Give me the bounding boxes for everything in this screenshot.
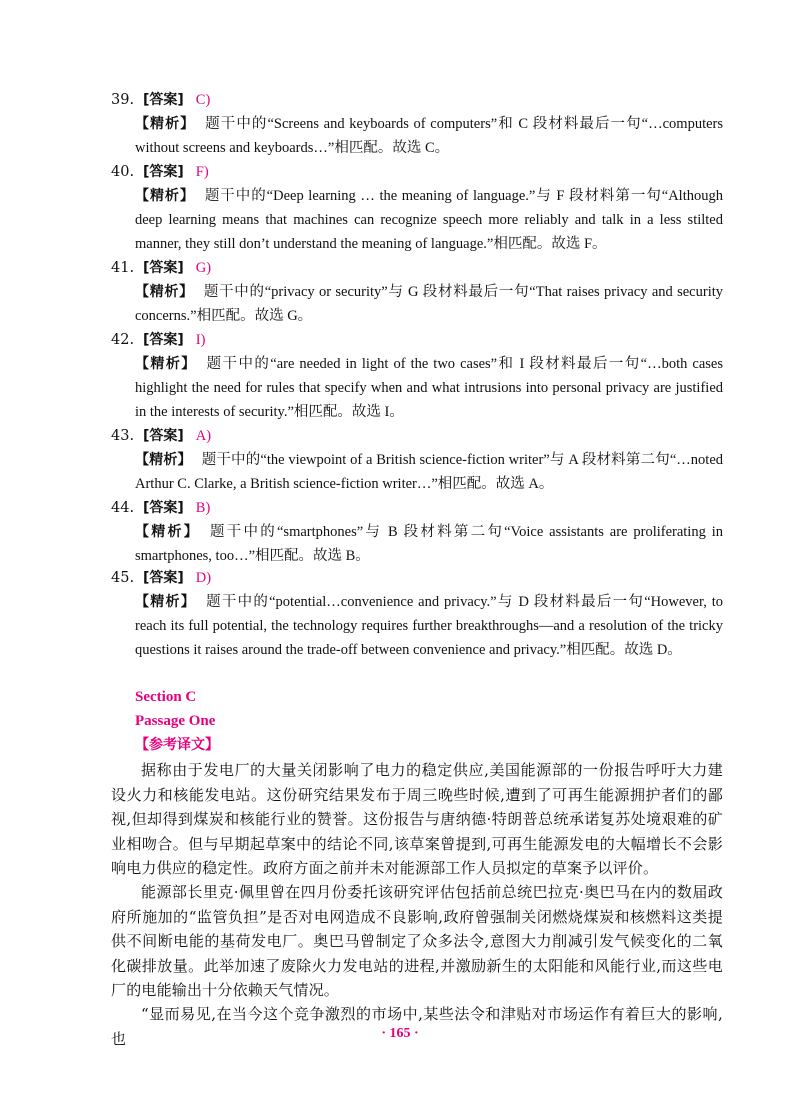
analysis-label: 【精析】 — [135, 524, 200, 540]
answer-item — [111, 256, 723, 328]
answer-item — [111, 328, 723, 424]
analysis-block — [111, 184, 723, 256]
analysis-label: 【精析】 — [135, 594, 197, 610]
answer-label: [答案] — [143, 500, 184, 516]
answer-value: D) — [195, 570, 212, 586]
analysis-block — [111, 520, 723, 568]
translation-label: 【参考译文】 — [135, 737, 219, 753]
analysis-block — [111, 352, 723, 424]
question-number: 43. — [111, 428, 135, 444]
analysis-label: 【精析】 — [135, 284, 194, 300]
answer-label: [答案] — [143, 570, 184, 586]
section-heading: Section C — [135, 689, 197, 705]
answer-value: A) — [195, 428, 212, 444]
passage-heading: Passage One — [135, 713, 216, 729]
question-number: 41. — [111, 260, 135, 276]
analysis-block — [111, 112, 723, 160]
analysis-label: 【精析】 — [135, 452, 192, 468]
answer-value: G) — [195, 260, 212, 276]
answer-item — [111, 566, 723, 662]
answer-item — [111, 424, 723, 496]
analysis-text: 题干中的“Deep learning … the meaning of language.”与 F 段材料第一句“Although deep learning means that machines can recognize speech more reliably and talk in a less stilted manner, they still don’t understand the meaning of language.”相匹配。故选 F。 — [135, 188, 723, 252]
analysis-text: 题干中的“potential…convenience and privacy.”与 D 段材料最后一句“However, to reach its full potential, the technology requires further breakthroughs—and a resolution of the tricky questions it raises around the trade-off between convenience and privacy.”相匹配。故选 D。 — [135, 594, 723, 658]
question-number: 42. — [111, 332, 135, 348]
analysis-text: 题干中的“privacy or security”与 G 段材料最后一句“That raises privacy and security concerns.”相匹配。故选 G。 — [135, 284, 723, 324]
answer-item — [111, 88, 723, 160]
answer-value: F) — [195, 164, 209, 180]
answer-label: [答案] — [143, 164, 184, 180]
analysis-text: 题干中的“smartphones”与 B 段材料第二句“Voice assistants are proliferating in smartphones, too…”相匹配。故选 B。 — [135, 524, 723, 564]
answer-label: [答案] — [143, 428, 184, 444]
analysis-text: 题干中的“the viewpoint of a British science-fiction writer”与 A 段材料第二句“…noted Arthur C. Clarke, a British science-fiction writer…”相匹配。故选 A。 — [135, 452, 724, 492]
analysis-text: 题干中的“are needed in light of the two cases”和 I 段材料最后一句“…both cases highlight the need for rules that specify when and what intrusions into personal privacy are justified in the interests of security.”相匹配。故选 I。 — [135, 356, 724, 420]
page-number: · 165 · — [381, 1026, 419, 1041]
question-number: 40. — [111, 164, 135, 180]
answer-value: C) — [195, 92, 211, 108]
question-number: 39. — [111, 92, 135, 108]
analysis-label: 【精析】 — [135, 356, 197, 372]
answer-item — [111, 496, 723, 568]
answer-label: [答案] — [143, 332, 184, 348]
answer-label: [答案] — [143, 260, 184, 276]
analysis-label: 【精析】 — [135, 116, 196, 132]
answer-label: [答案] — [143, 92, 184, 108]
answer-value: I) — [195, 332, 206, 348]
translation-paragraph: 能源部长里克·佩里曾在四月份委托该研究评估包括前总统巴拉克·奥巴马在内的数届政府所施加的“监管负担”是否对电网造成不良影响,政府曾强制关闭燃烧煤炭和核燃料这类提供不间断电能的基荷发电厂。奥巴马曾制定了众多法令,意图大力削减引发气候变化的二氧化碳排放量。此举加速了废除火力发电站的进程,并激励新生的太阳能和风能行业,而这些电厂的电能输出十分依赖天气情况。 — [111, 883, 723, 999]
analysis-text: 题干中的“Screens and keyboards of computers”和 C 段材料最后一句“…computers without screens and keyboards…”相匹配。故选 C。 — [135, 116, 724, 156]
analysis-block — [111, 280, 723, 328]
translation-paragraph: 据称由于发电厂的大量关闭影响了电力的稳定供应,美国能源部的一份报告呼吁大力建设火力和核能发电站。这份研究结果发布于周三晚些时候,遭到了可再生能源拥护者们的鄙视,但却得到煤炭和核能行业的赞誉。这份报告与唐纳德·特朗普总统承诺复苏处境艰难的矿业相吻合。但与早期起草案中的结论不同,该草案曾提到,可再生能源发电的大幅增长不会影响电力供应的稳定性。政府方面之前并未对能源部工作人员拟定的草案予以评价。 — [111, 761, 723, 877]
translation-paragraph: “显而易见,在当今这个竞争激烈的市场中,某些法令和津贴对市场运作有着巨大的影响,也 — [111, 1005, 723, 1048]
question-number: 45. — [111, 570, 135, 586]
analysis-block — [111, 448, 723, 496]
analysis-label: 【精析】 — [135, 188, 195, 204]
analysis-block — [111, 590, 723, 662]
question-number: 44. — [111, 500, 135, 516]
answer-value: B) — [195, 500, 211, 516]
answer-item — [111, 160, 723, 256]
